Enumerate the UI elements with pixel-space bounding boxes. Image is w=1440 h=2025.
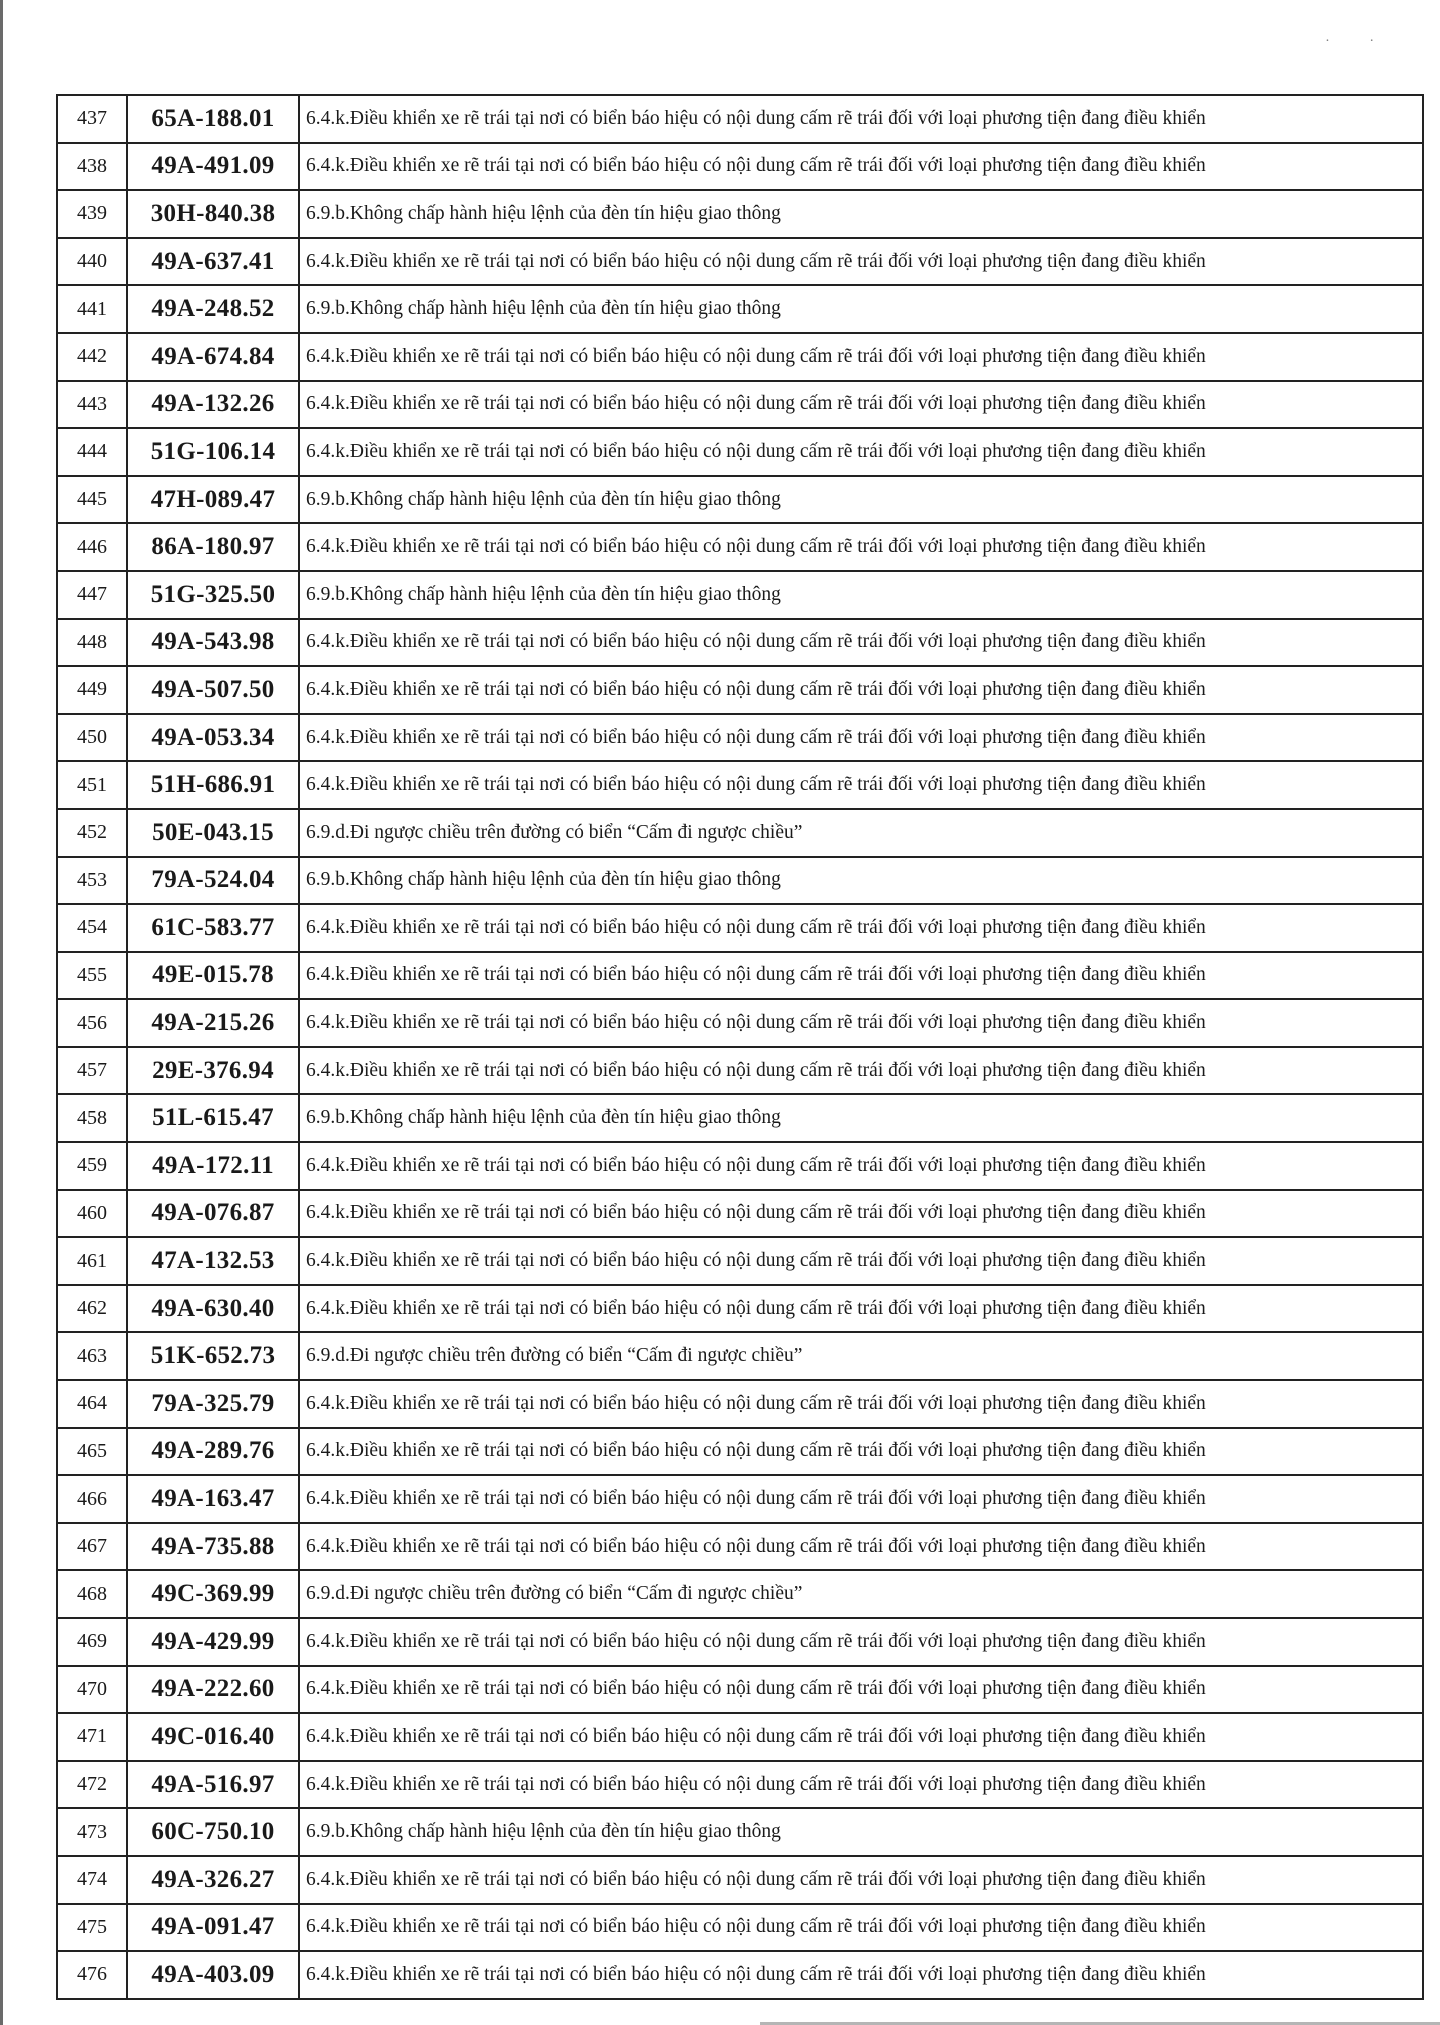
- license-plate: 61C-583.77: [127, 904, 299, 952]
- table-row: [57, 190, 1423, 238]
- table-row: [57, 1618, 1423, 1666]
- license-plate: 49A-735.88: [127, 1523, 299, 1571]
- row-number: 459: [57, 1142, 127, 1190]
- table-row: [57, 95, 1423, 143]
- table-row: [57, 1142, 1423, 1190]
- violation-description: 6.9.b.Không chấp hành hiệu lệnh của đèn tín hiệu giao thông: [299, 190, 1423, 238]
- row-number: 467: [57, 1523, 127, 1571]
- scan-specks: · ·: [1325, 34, 1392, 49]
- row-number: 454: [57, 904, 127, 952]
- license-plate: 49A-132.26: [127, 381, 299, 429]
- row-number: 464: [57, 1380, 127, 1428]
- table-row: [57, 904, 1423, 952]
- violation-description: 6.4.k.Điều khiển xe rẽ trái tại nơi có biển báo hiệu có nội dung cấm rẽ trái đối với loại phương tiện đang điều khiển: [299, 381, 1423, 429]
- license-plate: 49A-429.99: [127, 1618, 299, 1666]
- violation-description: 6.4.k.Điều khiển xe rẽ trái tại nơi có biển báo hiệu có nội dung cấm rẽ trái đối với loại phương tiện đang điều khiển: [299, 1666, 1423, 1714]
- row-number: 440: [57, 238, 127, 286]
- table-row: [57, 238, 1423, 286]
- table-row: [57, 285, 1423, 333]
- row-number: 449: [57, 666, 127, 714]
- table-row: [57, 1332, 1423, 1380]
- violation-description: 6.9.d.Đi ngược chiều trên đường có biển “Cấm đi ngược chiều”: [299, 809, 1423, 857]
- violation-description: 6.4.k.Điều khiển xe rẽ trái tại nơi có biển báo hiệu có nội dung cấm rẽ trái đối với loại phương tiện đang điều khiển: [299, 714, 1423, 762]
- license-plate: 49A-403.09: [127, 1951, 299, 1999]
- row-number: 475: [57, 1904, 127, 1952]
- row-number: 463: [57, 1332, 127, 1380]
- row-number: 448: [57, 619, 127, 667]
- violation-description: 6.4.k.Điều khiển xe rẽ trái tại nơi có biển báo hiệu có nội dung cấm rẽ trái đối với loại phương tiện đang điều khiển: [299, 1713, 1423, 1761]
- row-number: 465: [57, 1428, 127, 1476]
- table-row: [57, 1856, 1423, 1904]
- table-row: [57, 1428, 1423, 1476]
- license-plate: 86A-180.97: [127, 523, 299, 571]
- table-row: [57, 333, 1423, 381]
- table-row: [57, 1475, 1423, 1523]
- license-plate: 30H-840.38: [127, 190, 299, 238]
- license-plate: 49A-076.87: [127, 1190, 299, 1238]
- violation-description: 6.4.k.Điều khiển xe rẽ trái tại nơi có biển báo hiệu có nội dung cấm rẽ trái đối với loại phương tiện đang điều khiển: [299, 1523, 1423, 1571]
- table-row: [57, 714, 1423, 762]
- row-number: 455: [57, 952, 127, 1000]
- violation-description: 6.4.k.Điều khiển xe rẽ trái tại nơi có biển báo hiệu có nội dung cấm rẽ trái đối với loại phương tiện đang điều khiển: [299, 666, 1423, 714]
- license-plate: 51K-652.73: [127, 1332, 299, 1380]
- violation-description: 6.4.k.Điều khiển xe rẽ trái tại nơi có biển báo hiệu có nội dung cấm rẽ trái đối với loại phương tiện đang điều khiển: [299, 904, 1423, 952]
- table-row: [57, 1523, 1423, 1571]
- license-plate: 49A-163.47: [127, 1475, 299, 1523]
- row-number: 451: [57, 761, 127, 809]
- violation-description: 6.4.k.Điều khiển xe rẽ trái tại nơi có biển báo hiệu có nội dung cấm rẽ trái đối với loại phương tiện đang điều khiển: [299, 428, 1423, 476]
- violation-description: 6.4.k.Điều khiển xe rẽ trái tại nơi có biển báo hiệu có nội dung cấm rẽ trái đối với loại phương tiện đang điều khiển: [299, 1190, 1423, 1238]
- license-plate: 49A-491.09: [127, 143, 299, 191]
- license-plate: 47A-132.53: [127, 1237, 299, 1285]
- row-number: 457: [57, 1047, 127, 1095]
- violation-description: 6.9.d.Đi ngược chiều trên đường có biển “Cấm đi ngược chiều”: [299, 1570, 1423, 1618]
- row-number: 472: [57, 1761, 127, 1809]
- row-number: 476: [57, 1951, 127, 1999]
- license-plate: 49A-516.97: [127, 1761, 299, 1809]
- table-row: [57, 1713, 1423, 1761]
- violation-description: 6.4.k.Điều khiển xe rẽ trái tại nơi có biển báo hiệu có nội dung cấm rẽ trái đối với loại phương tiện đang điều khiển: [299, 523, 1423, 571]
- row-number: 456: [57, 999, 127, 1047]
- violation-description: 6.4.k.Điều khiển xe rẽ trái tại nơi có biển báo hiệu có nội dung cấm rẽ trái đối với loại phương tiện đang điều khiển: [299, 95, 1423, 143]
- row-number: 450: [57, 714, 127, 762]
- violation-description: 6.4.k.Điều khiển xe rẽ trái tại nơi có biển báo hiệu có nội dung cấm rẽ trái đối với loại phương tiện đang điều khiển: [299, 1285, 1423, 1333]
- row-number: 470: [57, 1666, 127, 1714]
- table-row: [57, 143, 1423, 191]
- table-row: [57, 952, 1423, 1000]
- violation-description: 6.9.b.Không chấp hành hiệu lệnh của đèn tín hiệu giao thông: [299, 857, 1423, 905]
- violation-description: 6.9.b.Không chấp hành hiệu lệnh của đèn tín hiệu giao thông: [299, 476, 1423, 524]
- license-plate: 79A-524.04: [127, 857, 299, 905]
- violation-description: 6.4.k.Điều khiển xe rẽ trái tại nơi có biển báo hiệu có nội dung cấm rẽ trái đối với loại phương tiện đang điều khiển: [299, 1856, 1423, 1904]
- table-row: [57, 1761, 1423, 1809]
- license-plate: 49A-172.11: [127, 1142, 299, 1190]
- table-row: [57, 1666, 1423, 1714]
- table-row: [57, 1570, 1423, 1618]
- violation-description: 6.4.k.Điều khiển xe rẽ trái tại nơi có biển báo hiệu có nội dung cấm rẽ trái đối với loại phương tiện đang điều khiển: [299, 333, 1423, 381]
- license-plate: 49A-630.40: [127, 1285, 299, 1333]
- row-number: 461: [57, 1237, 127, 1285]
- table-row: [57, 381, 1423, 429]
- violation-description: 6.4.k.Điều khiển xe rẽ trái tại nơi có biển báo hiệu có nội dung cấm rẽ trái đối với loại phương tiện đang điều khiển: [299, 1428, 1423, 1476]
- violation-description: 6.4.k.Điều khiển xe rẽ trái tại nơi có biển báo hiệu có nội dung cấm rẽ trái đối với loại phương tiện đang điều khiển: [299, 999, 1423, 1047]
- table-row: [57, 1904, 1423, 1952]
- violation-description: 6.4.k.Điều khiển xe rẽ trái tại nơi có biển báo hiệu có nội dung cấm rẽ trái đối với loại phương tiện đang điều khiển: [299, 619, 1423, 667]
- row-number: 438: [57, 143, 127, 191]
- row-number: 442: [57, 333, 127, 381]
- table-row: [57, 523, 1423, 571]
- license-plate: 49A-674.84: [127, 333, 299, 381]
- license-plate: 50E-043.15: [127, 809, 299, 857]
- license-plate: 79A-325.79: [127, 1380, 299, 1428]
- table-row: [57, 1190, 1423, 1238]
- license-plate: 49A-248.52: [127, 285, 299, 333]
- violation-description: 6.9.d.Đi ngược chiều trên đường có biển “Cấm đi ngược chiều”: [299, 1332, 1423, 1380]
- violations-table-body: [57, 95, 1423, 1999]
- violation-description: 6.4.k.Điều khiển xe rẽ trái tại nơi có biển báo hiệu có nội dung cấm rẽ trái đối với loại phương tiện đang điều khiển: [299, 1380, 1423, 1428]
- violation-description: 6.4.k.Điều khiển xe rẽ trái tại nơi có biển báo hiệu có nội dung cấm rẽ trái đối với loại phương tiện đang điều khiển: [299, 1047, 1423, 1095]
- row-number: 469: [57, 1618, 127, 1666]
- row-number: 453: [57, 857, 127, 905]
- violation-description: 6.4.k.Điều khiển xe rẽ trái tại nơi có biển báo hiệu có nội dung cấm rẽ trái đối với loại phương tiện đang điều khiển: [299, 1951, 1423, 1999]
- table-row: [57, 999, 1423, 1047]
- license-plate: 49A-543.98: [127, 619, 299, 667]
- table-row: [57, 1047, 1423, 1095]
- table-row: [57, 571, 1423, 619]
- table-row: [57, 1951, 1423, 1999]
- license-plate: 49A-091.47: [127, 1904, 299, 1952]
- violation-description: 6.4.k.Điều khiển xe rẽ trái tại nơi có biển báo hiệu có nội dung cấm rẽ trái đối với loại phương tiện đang điều khiển: [299, 143, 1423, 191]
- row-number: 443: [57, 381, 127, 429]
- violation-description: 6.4.k.Điều khiển xe rẽ trái tại nơi có biển báo hiệu có nội dung cấm rẽ trái đối với loại phương tiện đang điều khiển: [299, 1237, 1423, 1285]
- row-number: 447: [57, 571, 127, 619]
- row-number: 437: [57, 95, 127, 143]
- license-plate: 60C-750.10: [127, 1808, 299, 1856]
- table-row: [57, 1094, 1423, 1142]
- violation-description: 6.4.k.Điều khiển xe rẽ trái tại nơi có biển báo hiệu có nội dung cấm rẽ trái đối với loại phương tiện đang điều khiển: [299, 1904, 1423, 1952]
- violation-description: 6.4.k.Điều khiển xe rẽ trái tại nơi có biển báo hiệu có nội dung cấm rẽ trái đối với loại phương tiện đang điều khiển: [299, 1618, 1423, 1666]
- row-number: 439: [57, 190, 127, 238]
- license-plate: 49E-015.78: [127, 952, 299, 1000]
- row-number: 473: [57, 1808, 127, 1856]
- violation-description: 6.9.b.Không chấp hành hiệu lệnh của đèn tín hiệu giao thông: [299, 571, 1423, 619]
- table-row: [57, 1237, 1423, 1285]
- row-number: 460: [57, 1190, 127, 1238]
- row-number: 468: [57, 1570, 127, 1618]
- row-number: 452: [57, 809, 127, 857]
- row-number: 474: [57, 1856, 127, 1904]
- table-row: [57, 1380, 1423, 1428]
- license-plate: 49A-326.27: [127, 1856, 299, 1904]
- row-number: 444: [57, 428, 127, 476]
- table-row: [57, 857, 1423, 905]
- row-number: 458: [57, 1094, 127, 1142]
- table-row: [57, 428, 1423, 476]
- violation-description: 6.9.b.Không chấp hành hiệu lệnh của đèn tín hiệu giao thông: [299, 285, 1423, 333]
- violation-description: 6.9.b.Không chấp hành hiệu lệnh của đèn tín hiệu giao thông: [299, 1094, 1423, 1142]
- table-row: [57, 809, 1423, 857]
- license-plate: 49A-289.76: [127, 1428, 299, 1476]
- license-plate: 49A-637.41: [127, 238, 299, 286]
- license-plate: 49A-222.60: [127, 1666, 299, 1714]
- license-plate: 49C-369.99: [127, 1570, 299, 1618]
- violation-description: 6.9.b.Không chấp hành hiệu lệnh của đèn tín hiệu giao thông: [299, 1808, 1423, 1856]
- license-plate: 49C-016.40: [127, 1713, 299, 1761]
- violation-description: 6.4.k.Điều khiển xe rẽ trái tại nơi có biển báo hiệu có nội dung cấm rẽ trái đối với loại phương tiện đang điều khiển: [299, 238, 1423, 286]
- license-plate: 47H-089.47: [127, 476, 299, 524]
- violation-description: 6.4.k.Điều khiển xe rẽ trái tại nơi có biển báo hiệu có nội dung cấm rẽ trái đối với loại phương tiện đang điều khiển: [299, 761, 1423, 809]
- table-row: [57, 619, 1423, 667]
- violation-description: 6.4.k.Điều khiển xe rẽ trái tại nơi có biển báo hiệu có nội dung cấm rẽ trái đối với loại phương tiện đang điều khiển: [299, 1475, 1423, 1523]
- license-plate: 49A-215.26: [127, 999, 299, 1047]
- license-plate: 51G-106.14: [127, 428, 299, 476]
- license-plate: 51L-615.47: [127, 1094, 299, 1142]
- license-plate: 29E-376.94: [127, 1047, 299, 1095]
- row-number: 445: [57, 476, 127, 524]
- license-plate: 65A-188.01: [127, 95, 299, 143]
- row-number: 446: [57, 523, 127, 571]
- row-number: 441: [57, 285, 127, 333]
- violations-table: [56, 94, 1424, 2000]
- table-row: [57, 476, 1423, 524]
- license-plate: 51H-686.91: [127, 761, 299, 809]
- table-row: [57, 1285, 1423, 1333]
- table-row: [57, 761, 1423, 809]
- row-number: 466: [57, 1475, 127, 1523]
- license-plate: 51G-325.50: [127, 571, 299, 619]
- row-number: 462: [57, 1285, 127, 1333]
- license-plate: 49A-053.34: [127, 714, 299, 762]
- table-row: [57, 1808, 1423, 1856]
- page-edge-left: [0, 0, 3, 2025]
- violation-description: 6.4.k.Điều khiển xe rẽ trái tại nơi có biển báo hiệu có nội dung cấm rẽ trái đối với loại phương tiện đang điều khiển: [299, 1142, 1423, 1190]
- row-number: 471: [57, 1713, 127, 1761]
- table-row: [57, 666, 1423, 714]
- license-plate: 49A-507.50: [127, 666, 299, 714]
- violation-description: 6.4.k.Điều khiển xe rẽ trái tại nơi có biển báo hiệu có nội dung cấm rẽ trái đối với loại phương tiện đang điều khiển: [299, 1761, 1423, 1809]
- violation-description: 6.4.k.Điều khiển xe rẽ trái tại nơi có biển báo hiệu có nội dung cấm rẽ trái đối với loại phương tiện đang điều khiển: [299, 952, 1423, 1000]
